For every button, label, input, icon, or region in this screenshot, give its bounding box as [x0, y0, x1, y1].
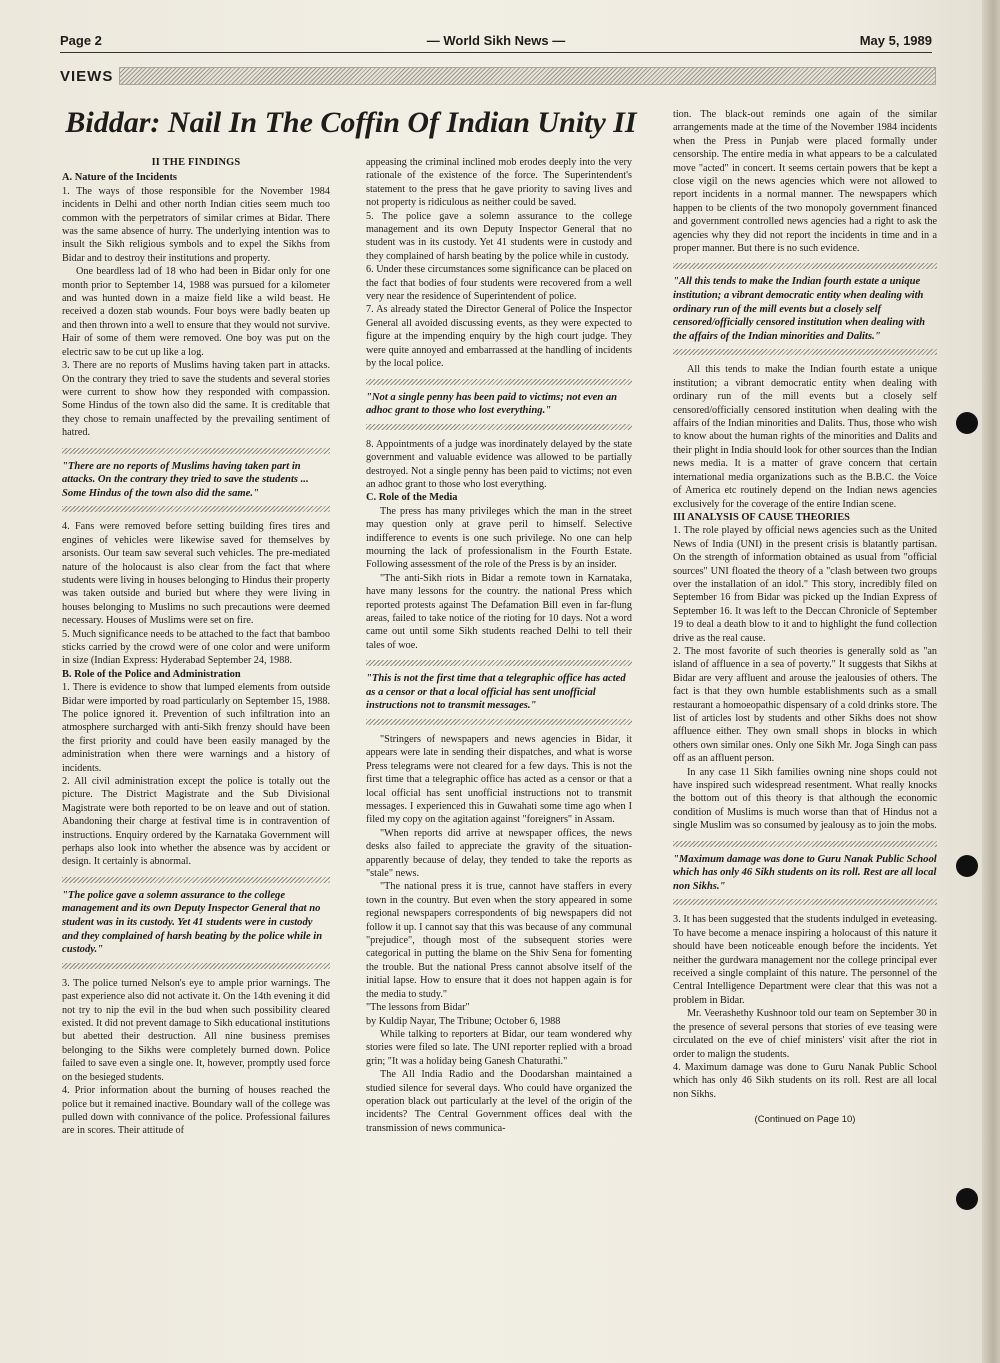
pull-quote: "All this tends to make the Indian fourth estate a unique institution; a vibrant democratic entity when dealing with ordinary run of the mill events but a closely self censored/officially censored institution when dealing with the affairs of the Indian minorities and Dalits."	[673, 263, 937, 355]
paragraph: 1. There is evidence to show that lumped elements from outside Bidar were imported by road particularly on September 15, 1988. The police ignored it. Prevention of such infiltration into an atmosphere surcharged with anti-Sikh frenzy should have been the first priority and could have been easily managed by the administration when there were warnings and a history of incidents.	[62, 682, 330, 774]
publication-name: — World Sikh News —	[426, 33, 566, 48]
paragraph: The All India Radio and the Doodarshan maintained a studied silence for several days. Who could have organized the operation black out particularly at the level of the origin of the incidents? The Central Government offices deal with the transmission of news communica-	[366, 1069, 632, 1134]
article-title: Biddar: Nail In The Coffin Of Indian Unity II	[65, 106, 637, 139]
binder-hole	[956, 855, 978, 877]
paragraph: 4. Prior information about the burning of houses reached the police but it remained inactive. Boundary wall of the college was pulled down with connivance of the police. Professional failures are in scores. Their attitude of	[62, 1085, 330, 1137]
pull-quote: "Maximum damage was done to Guru Nanak Public School which has only 46 Sikh students on its roll. Rest are all local non Sikhs."	[673, 841, 937, 906]
paragraph: 5. The police gave a solemn assurance to the college management and its own Deputy Inspector General that no student was in its custody. Yet 41 students were in custody and they complained of harsh beating by the police while in custody.	[366, 210, 632, 262]
section-heading: III ANALYSIS OF CAUSE THEORIES	[673, 511, 850, 523]
page-number: Page 2	[60, 33, 102, 48]
paragraph: The press has many privileges which the man in the street may question only at grave peril to himself. Selective indifference to events is one such privilege. No one can help mourning the lack of professionalism in the Fourth Estate. Following assessment of the role of the Press is by an insider.	[366, 505, 632, 571]
issue-date: May 5, 1989	[859, 33, 932, 48]
subsection-heading: A. Nature of the Incidents	[62, 172, 177, 184]
paragraph: 2. The most favorite of such theories is generally sold as "an island of affluence in a sea of poverty." It suggests that Sikhs at Bidar are very affluent and arouse the jealousies of others. The fact is that they own humble establishments such as a small restaurant a homoeopathic dispensary of a cold drinks store. The list of articles lost by students and other Sikhs does not show affluence either. They own small shops in blocks in which others own similar ones. Only one Sikh Mr. Joga Singh can pass off as an affluent person.	[673, 645, 937, 765]
article-column-1	[62, 156, 330, 1326]
subsection-heading: B. Role of the Police and Administration	[62, 668, 241, 680]
paragraph: 7. As already stated the Director General of Police the Inspector General all avoided discussing events, as they were expected to figure at the impending enquiry by the high court judge. They were quite annoyed and embarrassed at the handling of incidents by the local police.	[366, 304, 632, 370]
paragraph: "When reports did arrive at newspaper offices, the news desks also failed to appreciate the gravity of the situation-apparently because of delay, they tended to take the reports as "stale" news.	[366, 827, 632, 880]
pull-quote: "This is not the first time that a telegraphic office has acted as a censor or that a local official has sent unofficial instructions not to transmit messages."	[366, 660, 632, 725]
paragraph: Mr. Veerashethy Kushnoor told our team on September 30 in the presence of several persons that stories of eve teasing were circulated on the eve of chief ministers' visit after the riot in order to malign the students.	[673, 1008, 937, 1060]
paragraph: 1. The ways of those responsible for the November 1984 incidents in Delhi and other north Indian cities seem much too common with the perpetrators of similar crimes at Bidar. There was the same absence of hurry. The underlying intention was to insult the Sikh religious symbols and to expel the Sikhs from Bidar and to destroy their institutions and property.	[62, 185, 330, 264]
paragraph: All this tends to make the Indian fourth estate a unique institution; a vibrant democratic entity when dealing with ordinary run of the mill events but a closely self censored/officially censored institution when dealing with the affairs of the Indian minorities and Dalits. Thus, those who wish to know about the human rights of the minorities and Dalits and their plight in India should look for other sources than the Indian news media. It is a matter of grave concern that certain international media organizations such as the B.B.C. the Voice of America etc routinely depend on the Indian news agencies exclusively for the coverage of the entire Indian scene.	[673, 364, 937, 510]
paragraph: "Stringers of newspapers and news agencies in Bidar, it appears were late in sending their dispatches, and what is worse Press telegrams were not cleared for a few days. This is not the first time that a telegraphic office has acted as a censor or that a local official has sent unofficial instructions not to transmit messages. I experienced this in Guwahati some time ago when I filed my copy on the agitation against "foreigners" in Assam.	[366, 733, 632, 826]
continued-note: (Continued on Page 10)	[754, 1114, 856, 1126]
subsection-heading: C. Role of the Media	[366, 492, 458, 504]
paragraph: In any case 11 Sikh families owning nine shops could not have inspired such widespread resentment. What really knocks the bottom out of this theory is that although the economic condition of Muslims is much worse than that of Hindus not a single Muslim was so consumed by jealousy as to join the mobs.	[673, 766, 937, 832]
paragraph: 4. Fans were removed before setting building fires tires and engines of vehicles were likewise saved for themselves by arsonists. Our team saw several such vehicles. The pre-mediated nature of the holocaust is also clear from the fact that where students were living in houses belonging to Hindus their property was taken outside and buried but where they were living in houses belonging to Muslims no such precautions were deemed necessary. Houses of Muslims were set on fire.	[62, 521, 330, 627]
paragraph: appeasing the criminal inclined mob erodes deeply into the very rationale of the existence of the force. The Superintendent's statement to the press that he gave priority to saving lives and not property is ridiculous as neither could be saved.	[366, 157, 632, 209]
paragraph: One beardless lad of 18 who had been in Bidar only for one month prior to September 14, 1988 was pursued for a kilometer and was hunted down in a maize field like a wild beast. He received a dozen stab wounds. Four boys were badly beaten up and then thrown into a well to ensure that they would not survive. Hair of some of them were removed. One boy was put on the electric saw to be cut up like a log.	[62, 266, 330, 358]
paragraph: 4. Maximum damage was done to Guru Nanak Public School which has only 46 Sikh students on its roll. Rest are all local non Sikhs.	[673, 1061, 937, 1100]
citation-byline: by Kuldip Nayar, The Tribune; October 6, 1988	[366, 1015, 561, 1027]
paragraph: 3. It has been suggested that the students indulged in eveteasing. To have become a menace inspiring a holocaust of this nature it should have been noticeable enough before the incidents. Yet neither the gurdwara management nor the college principal ever received a single complaint of this nature. The personnel of the Central Intelligence Department were clear that this was not a problem in Bidar.	[673, 914, 937, 1006]
binder-hole	[956, 412, 978, 434]
pull-quote: "Not a single penny has been paid to victims; not even an adhoc grant to those who lost everything."	[366, 379, 632, 430]
section-banner	[60, 66, 936, 86]
pull-quote: "There are no reports of Muslims having taken part in attacks. On the contrary they tried to save the students ... Some Hindus of the town also did the same."	[62, 448, 330, 513]
binder-hole	[956, 1188, 978, 1210]
paragraph: "The anti-Sikh riots in Bidar a remote town in Karnataka, have many lessons for the country. the national Press which reported protests against The Defamation Bill even in far-flung areas, failed to take notice of the rioting for 10 days. Not a word came out until some Sikh students reached Delhi to tell their tales of woe.	[366, 572, 632, 651]
paragraph: 2. All civil administration except the police is totally out the picture. The District Magistrate and the Sub Divisional Magistrate were both reported to be on leave and out of station. Abandoning their charge at festival time is in contravention of instructions. Enquiry ordered by the Karnataka Government will perhaps also look into whether the absence was by accident or design. It certainly is abnormal.	[62, 776, 330, 868]
paragraph: 3. There are no reports of Muslims having taken part in attacks. On the contrary they tried to save the students and several stories were current to show how they responded with compassion. Some Hindus of the town also did the same. It is creditable that they chose to remain unaffected by the prevailing sentiment of hatred.	[62, 360, 330, 439]
paragraph: 3. The police turned Nelson's eye to ample prior warnings. The past experience also did not activate it. On the 14th evening it did not try to nip the evil in the bud when such possibility cleared existed. It did not prevent damage to Sikh educational institutions but abetted their destruction. All nine business premises belonging to the Sikhs were completely burned down. Police failed to save even a single one. It, however, promptly used force on the besieged students.	[62, 977, 330, 1083]
paragraph: 6. Under these circumstances some significance can be placed on the fact that bodies of four students were recovered from a well very near the residence of Superintendent of police.	[366, 264, 632, 303]
paragraph: While talking to reporters at Bidar, our team wondered why stories were filed so late. The UNI reporter replied with a broad grin; "It was a holiday being Ganesh Chaturathi."	[366, 1028, 632, 1067]
section-heading: II THE FINDINGS	[151, 157, 241, 168]
section-label: VIEWS	[60, 67, 114, 85]
paragraph: 5. Much significance needs to be attached to the fact that bamboo sticks carried by the crowd were of one color and were uniform in size (Indian Express: Hyderabad September 24, 1988.	[62, 628, 330, 667]
pull-quote: "The police gave a solemn assurance to the college management and its own Deputy Inspector General that no student was in its custody. Yet 41 students were in custody and they complained of harsh beating by the police while in custody."	[62, 877, 330, 969]
paragraph: "The national press it is true, cannot have staffers in every town in the country. But even when the story appeared in some regional newspapers correspondents of big newspapers did not follow it up. I cannot say that this was because of any communal "prejudice", though most of the subsequent stories were categorical in putting the blame on the Shiv Sena for fomenting the trouble. But the national Press cannot absolve itself of the initial lapse. How to ensure that it does not happen again is for the media to study."	[366, 881, 632, 1000]
paragraph: 1. The role played by official news agencies such as the United News of India (UNI) in the present crisis is blatantly partisan. On the strength of information obtained as usual from "official sources" UNI floated the theory of a "clash between two groups over the installation of an idol." This story, incredibly filed on September 16 from Bidar was picked up the Indian Express of September 16. It was left to the Deccan Chronicle of September 19 to deal a death blow to it and to highlight the fund collection drive as the real cause.	[673, 525, 937, 644]
page-edge	[982, 0, 1000, 1363]
paragraph: 8. Appointments of a judge was inordinately delayed by the state government and valuable evidence was allowed to be partially destroyed. Not a single penny has been paid to victims; not even an adhoc grant to those who lost everything.	[366, 438, 632, 490]
article-column-2	[366, 156, 632, 1326]
paragraph: tion. The black-out reminds one again of the similar arrangements made at the time of the November 1984 incidents when the Press in Punjab were placed formally under censorship. The entire media in what appears to be a calculated move "acted" in concert. It seems certain powers that be kept a close vigil on the news agencies which were not allowed to report incidents in a normal manner. The newspapers which happen to be clients of the two monopoly government financed and government controlled news agencies had a right to ask the agencies why they did not report the incidents in time and in a proper manner. But there is no such evidence.	[673, 109, 937, 255]
citation-title: "The lessons from Bidar"	[366, 1002, 470, 1014]
article-column-3	[673, 108, 937, 1340]
section-hatch-bar	[119, 67, 936, 85]
page-header	[60, 30, 932, 53]
